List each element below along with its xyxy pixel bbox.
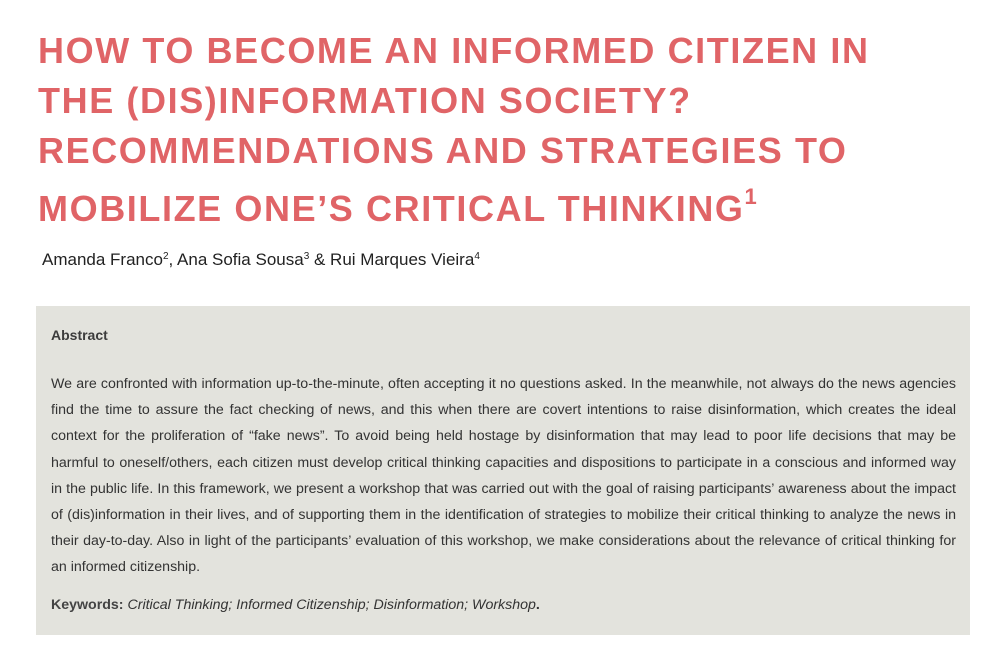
keywords-label: Keywords: xyxy=(51,596,124,613)
author-footnote-marker: 2 xyxy=(162,251,169,263)
author-name: Rui Marques Vieira xyxy=(330,250,475,269)
author-separator: , xyxy=(168,250,178,269)
author-footnote-marker: 4 xyxy=(474,251,480,263)
title-line: HOW TO BECOME AN INFORMED CITIZEN IN xyxy=(38,30,870,71)
paper-title xyxy=(38,26,988,234)
title-line-text: MOBILIZE ONE’S CRITICAL THINKING xyxy=(38,188,745,229)
abstract-box xyxy=(36,306,970,635)
title-line-last xyxy=(38,176,988,234)
author-list xyxy=(42,250,480,270)
author-name: Amanda Franco xyxy=(42,250,163,269)
title-line: RECOMMENDATIONS AND STRATEGIES TO xyxy=(38,130,848,171)
author-footnote-marker: 3 xyxy=(303,251,310,263)
abstract-text: We are confronted with information up-to-the-minute, often accepting it no questions asked. In the meanwhile, not always do the news agencies find the time to assure the fact checking of news, and this when there are covert intentions to raise disinformation, which creates the ideal context for the proliferation of “fake news”. To avoid being held hostage by disinformation that may lead to poor life decisions that may be harmful to oneself/others, each citizen must develop critical thinking capacities and dispositions to participate in a conscious and informed way in the public life. In this framework, we present a workshop that was carried out with the goal of raising participants’ awareness about the impact of (dis)information in their lives, and of supporting them in the identification of strategies to mobilize their critical thinking to analyze the news in their day-to-day. Also in light of the participants’ evaluation of this workshop, we make considerations about the relevance of critical thinking for an informed citizenship. xyxy=(51,376,956,576)
author-name: Ana Sofia Sousa xyxy=(177,250,304,269)
keywords-values: Critical Thinking; Informed Citizenship; Disinformation; Workshop xyxy=(127,596,536,613)
keywords xyxy=(51,595,956,615)
author-separator: & xyxy=(309,250,331,269)
abstract-heading: Abstract xyxy=(51,327,108,343)
title-line: THE (DIS)INFORMATION SOCIETY? xyxy=(38,80,692,121)
title-footnote-marker: 1 xyxy=(744,184,757,209)
keywords-end: . xyxy=(535,596,540,613)
